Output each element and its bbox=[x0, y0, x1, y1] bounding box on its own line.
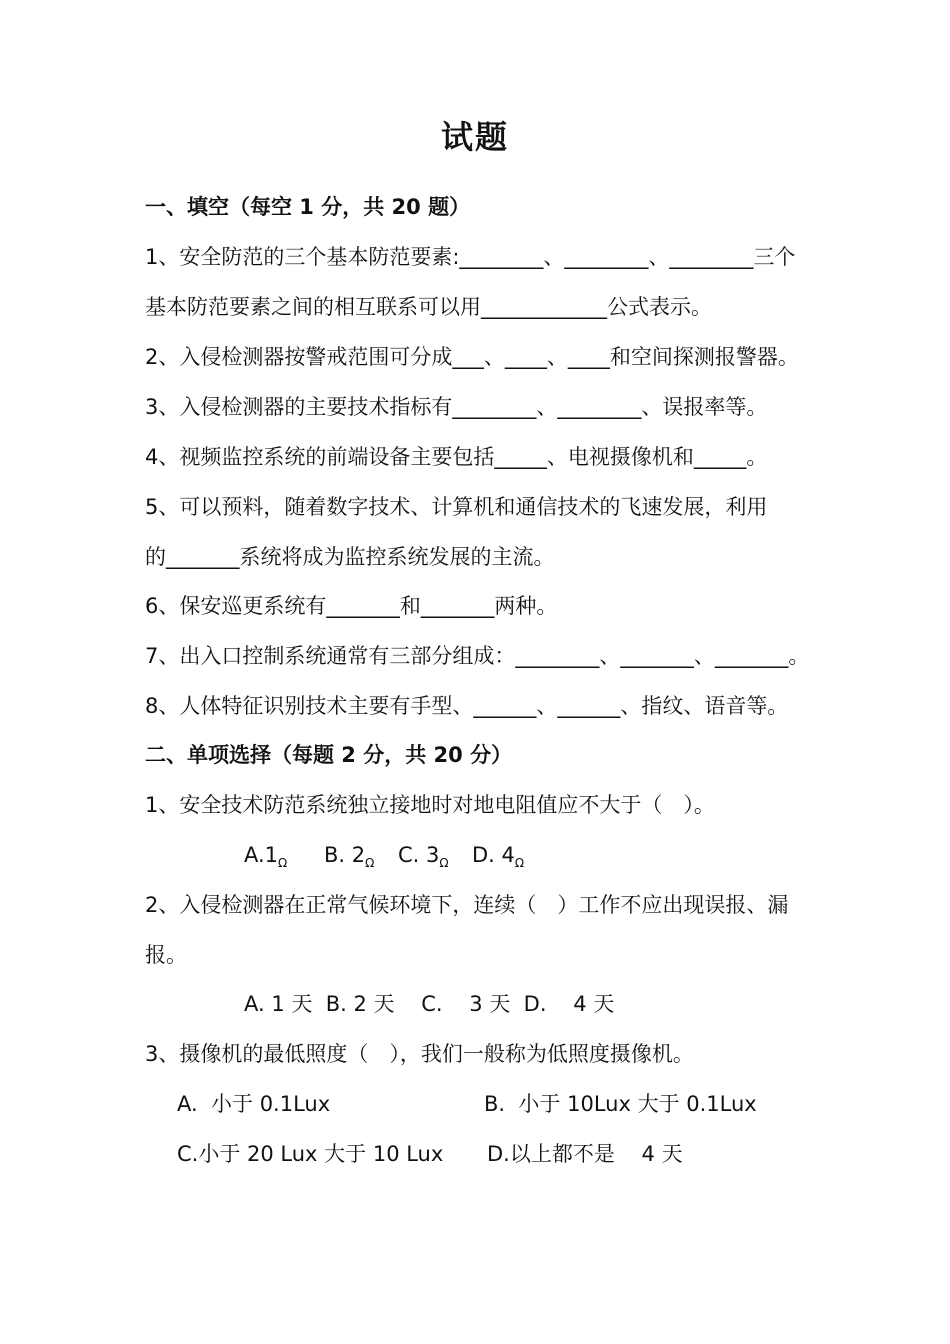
choice-question-3: 3、摄像机的最低照度（ ），我们一般称为低照度摄像机。 bbox=[145, 1042, 694, 1066]
choice-1-option-a: $A.1_\Omega$ bbox=[244, 843, 288, 871]
choice-1-option-b: B. $2_\Omega$ bbox=[324, 843, 375, 871]
ohm-unit: Ω bbox=[278, 856, 288, 871]
fill-question-2: 2、入侵检测器按警戒范围可分成___、____、____和空间探测报警器。 bbox=[145, 345, 799, 369]
fill-question-7: 7、出入口控制系统通常有三部分组成：________、_______、_______。 bbox=[145, 644, 810, 668]
choice-3-option-b: B. 小于 10Lux 大于 0.1Lux bbox=[484, 1092, 757, 1116]
choice-question-2-line-2: 报。 bbox=[145, 943, 187, 967]
ohm-unit: Ω bbox=[514, 856, 525, 871]
fill-question-3: 3、入侵检测器的主要技术指标有________、________、误报率等。 bbox=[145, 395, 768, 419]
fill-question-5-line-2: 的_______系统将成为监控系统发展的主流。 bbox=[145, 545, 555, 569]
choice-2-options: A. 1 天 B. 2 天 C. 3 天 D. 4 天 bbox=[244, 992, 615, 1016]
fill-question-6: 6、保安巡更系统有_______和_______两种。 bbox=[145, 594, 558, 618]
fill-question-1-line-1: 1、安全防范的三个基本防范要素:________、________、________三个 bbox=[145, 245, 796, 269]
choice-3-option-a: A. 小于 0.1Lux bbox=[177, 1092, 331, 1116]
page-title: 试题 bbox=[440, 118, 509, 156]
fill-question-5-line-1: 5、可以预料，随着数字技术、计算机和通信技术的飞速发展，利用 bbox=[145, 495, 768, 519]
fill-question-1-line-2: 基本防范要素之间的相互联系可以用____________公式表示。 bbox=[145, 295, 712, 319]
choice-3-option-d: D.以上都不是 4 天 bbox=[487, 1142, 683, 1166]
ohm-unit: Ω bbox=[365, 856, 375, 871]
choice-1-option-c: C. $3_\Omega$ bbox=[398, 843, 449, 871]
section-2-heading: 二、单项选择（每题 2 分，共 20 分） bbox=[145, 743, 513, 767]
choice-1-option-d: D. $4_\Omega$ bbox=[472, 843, 525, 871]
fill-question-4: 4、视频监控系统的前端设备主要包括_____、电视摄像机和_____。 bbox=[145, 445, 768, 469]
choice-question-1: 1、安全技术防范系统独立接地时对地电阻值应不大于（ ）。 bbox=[145, 793, 715, 817]
choice-question-2-line-1: 2、入侵检测器在正常气候环境下，连续（ ）工作不应出现误报、漏 bbox=[145, 893, 789, 917]
section-1-heading: 一、填空（每空 1 分，共 20 题） bbox=[145, 195, 471, 219]
fill-question-8: 8、人体特征识别技术主要有手型、______、______、指纹、语音等。 bbox=[145, 694, 789, 718]
ohm-unit: Ω bbox=[439, 856, 449, 871]
choice-3-option-c: C.小于 20 Lux 大于 10 Lux bbox=[177, 1142, 444, 1166]
